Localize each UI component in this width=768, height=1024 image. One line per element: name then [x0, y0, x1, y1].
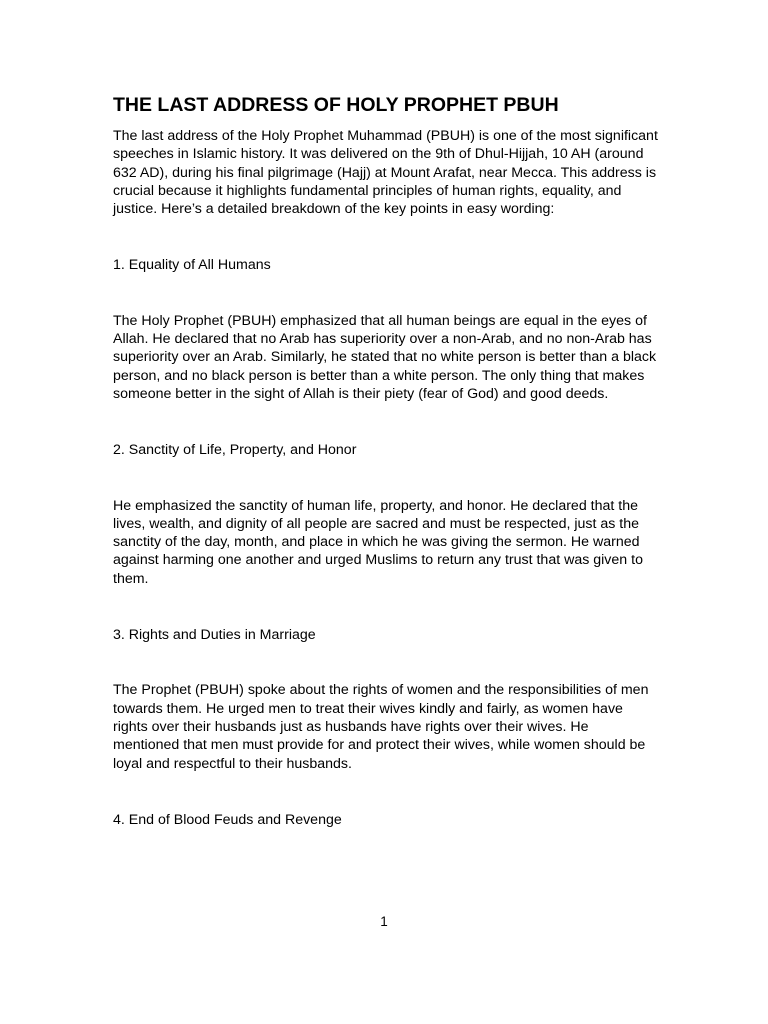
section-body-sanctity: He emphasized the sanctity of human life, property, and honor. He declared that the lives, wealth, and dignity of all people are sacred and must be respected, just as the sanctity of the day, month, and place in which he was giving the sermon. He warned against harming one another and urged Muslims to return any trust that was given to them.	[113, 497, 643, 587]
section-heading-equality: 1. Equality of All Humans	[113, 257, 271, 274]
document-title: THE LAST ADDRESS OF HOLY PROPHET PBUH	[113, 94, 559, 116]
page-number: 1	[380, 914, 388, 929]
section-heading-blood-feuds: 4. End of Blood Feuds and Revenge	[113, 811, 342, 828]
intro-paragraph: The last address of the Holy Prophet Muhammad (PBUH) is one of the most significant speeches in Islamic history. It was delivered on the 9th of Dhul-Hijjah, 10 AH (around 632 AD), during his final pilgrimage (Hajj) at Mount Arafat, near Mecca. This address is crucial because it highlights fundamental principles of human rights, equality, and justice. Here’s a detailed breakdown of the key points in easy wording:	[113, 128, 658, 218]
section-body-marriage: The Prophet (PBUH) spoke about the rights of women and the responsibilities of men towards them. He urged men to treat their wives kindly and fairly, as women have rights over their husbands just as husbands have rights over their wives. He mentioned that men must provide for and protect their wives, while women should be loyal and respectful to their husbands.	[113, 682, 649, 772]
page-content	[113, 93, 658, 829]
section-heading-marriage: 3. Rights and Duties in Marriage	[113, 627, 316, 644]
section-body-equality: The Holy Prophet (PBUH) emphasized that all human beings are equal in the eyes of Allah. He declared that no Arab has superiority over a non-Arab, and no non-Arab has superiority over an Arab. Similarly, he stated that no white person is better than a black person, and no black person is better than a white person. The only thing that makes someone better in the sight of Allah is their piety (fear of God) and good deeds.	[113, 312, 657, 402]
section-heading-sanctity: 2. Sanctity of Life, Property, and Honor	[113, 442, 357, 459]
